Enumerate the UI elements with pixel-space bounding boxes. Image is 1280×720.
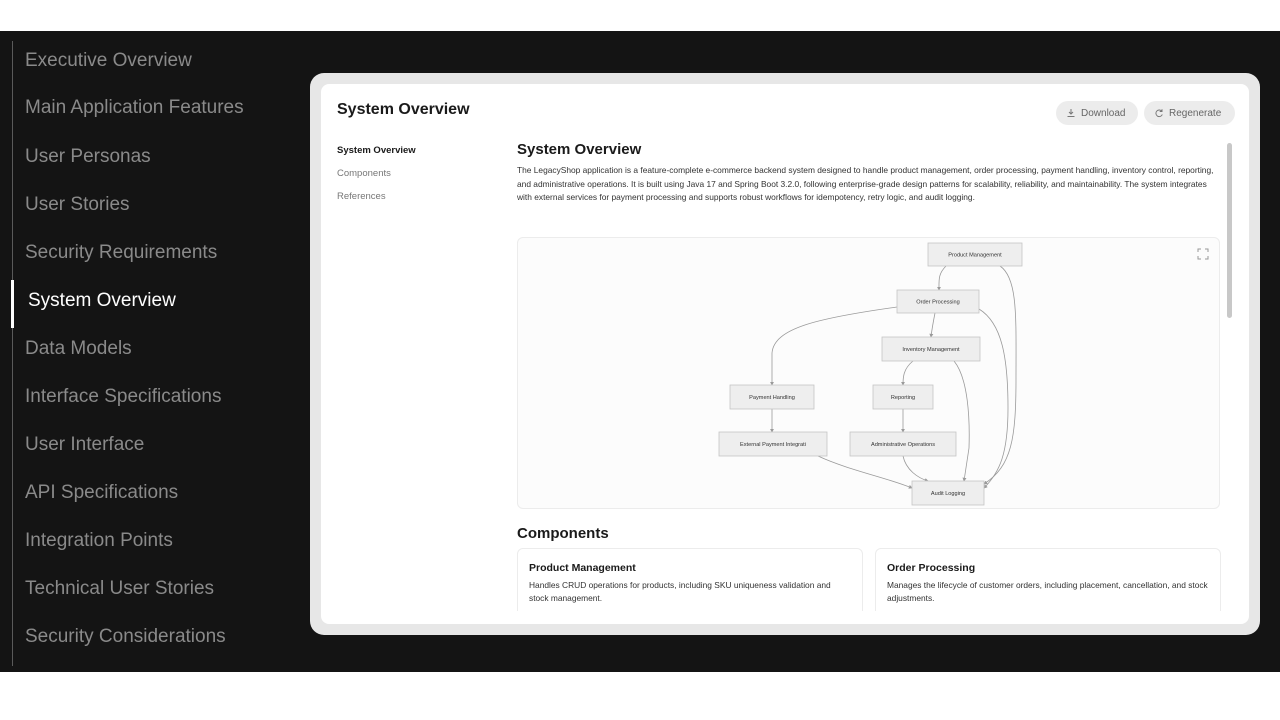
- download-label: Download: [1081, 107, 1126, 119]
- component-card: [517, 548, 863, 611]
- toc-item-components[interactable]: Components: [337, 168, 391, 179]
- sidebar-item-user-interface[interactable]: User Interface: [25, 434, 145, 455]
- component-card: [875, 548, 1221, 611]
- sidebar-item-integration-points[interactable]: Integration Points: [25, 530, 173, 551]
- diagram-node-ph: [730, 385, 814, 409]
- diagram-edge: [818, 456, 912, 488]
- download-icon: [1066, 108, 1076, 118]
- diagram-edge: [931, 313, 935, 337]
- sidebar-item-security-considerations[interactable]: Security Considerations: [25, 626, 226, 647]
- refresh-icon: [1154, 108, 1164, 118]
- toc-item-system-overview[interactable]: System Overview: [337, 145, 416, 156]
- diagram-node-label: Inventory Management: [902, 347, 960, 353]
- content-scrollbar[interactable]: [1227, 143, 1232, 318]
- sidebar-nav: [12, 41, 282, 666]
- diagram-node-label: Order Processing: [916, 299, 960, 306]
- app-window: [0, 31, 1280, 672]
- diagram-edge: [903, 456, 928, 481]
- sidebar-item-api-specifications[interactable]: API Specifications: [25, 482, 179, 503]
- components-heading: Components: [517, 525, 609, 542]
- section-title: System Overview: [517, 141, 642, 158]
- diagram-node-al: [912, 481, 984, 505]
- diagram-node-label: Payment Handling: [749, 395, 795, 401]
- diagram-edge: [939, 266, 946, 290]
- sidebar-item-security-requirements[interactable]: Security Requirements: [25, 242, 218, 263]
- active-indicator: [11, 280, 14, 328]
- diagram-node-ep: [719, 432, 827, 456]
- sidebar-item-system-overview[interactable]: System Overview: [28, 290, 176, 311]
- diagram-node-label: Product Management: [948, 252, 1002, 259]
- component-description: Manages the lifecycle of customer orders, including placement, cancellation, and stock adjustments.: [887, 580, 1208, 603]
- section-body: The LegacyShop application is a feature-complete e-commerce backend system designed to handle product management, order processing, payment handling, inventory control, reporting, and administrative operations. It is built using Java 17 and Spring Boot 3.2.0, following enterprise-grade design patterns for scalability, reliability, and maintainability. The system integrates with external services for payment processing and supports robust workflows for idempotency, retry logic, and audit logging.: [517, 165, 1214, 202]
- diagram-node-label: Reporting: [890, 395, 916, 401]
- sidebar-item-main-application-features[interactable]: Main Application Features: [25, 97, 244, 118]
- page-title: System Overview: [337, 101, 470, 118]
- diagram-node-label: Audit Logging: [930, 491, 966, 497]
- sidebar-item-data-models[interactable]: Data Models: [25, 338, 132, 359]
- sidebar-item-interface-specifications[interactable]: Interface Specifications: [25, 386, 222, 407]
- regenerate-button[interactable]: [1144, 101, 1235, 125]
- diagram-node-im: [882, 337, 980, 361]
- diagram-edge: [984, 266, 1016, 484]
- diagram-edge: [954, 361, 969, 481]
- component-description: Handles CRUD operations for products, including SKU uniqueness validation and stock management.: [529, 580, 831, 603]
- regenerate-label: Regenerate: [1169, 107, 1222, 119]
- document-content: [517, 141, 1222, 611]
- diagram-node-rp: [873, 385, 933, 409]
- sidebar-item-technical-user-stories[interactable]: Technical User Stories: [25, 578, 215, 599]
- component-title: Order Processing: [887, 562, 976, 574]
- table-of-contents: [337, 144, 487, 213]
- diagram-edge: [903, 361, 913, 385]
- diagram-edge: [979, 309, 1008, 488]
- diagram-edge: [772, 307, 897, 385]
- architecture-diagram: [517, 237, 1220, 509]
- toc-item-references[interactable]: References: [337, 191, 386, 202]
- document-panel: [321, 84, 1249, 624]
- sidebar-item-user-personas[interactable]: User Personas: [25, 146, 151, 167]
- diagram-graph: [518, 238, 1221, 510]
- sidebar-item-user-stories[interactable]: User Stories: [25, 194, 130, 215]
- diagram-node-pm: [928, 243, 1022, 266]
- document-card: [310, 73, 1260, 635]
- diagram-node-op: [897, 290, 979, 313]
- diagram-node-label: External Payment Integrati: [740, 442, 806, 448]
- download-button[interactable]: [1056, 101, 1138, 125]
- diagram-node-ao: [850, 432, 956, 456]
- sidebar-item-executive-overview[interactable]: Executive Overview: [25, 50, 192, 71]
- diagram-node-label: Administrative Operations: [870, 442, 936, 448]
- component-title: Product Management: [529, 562, 636, 574]
